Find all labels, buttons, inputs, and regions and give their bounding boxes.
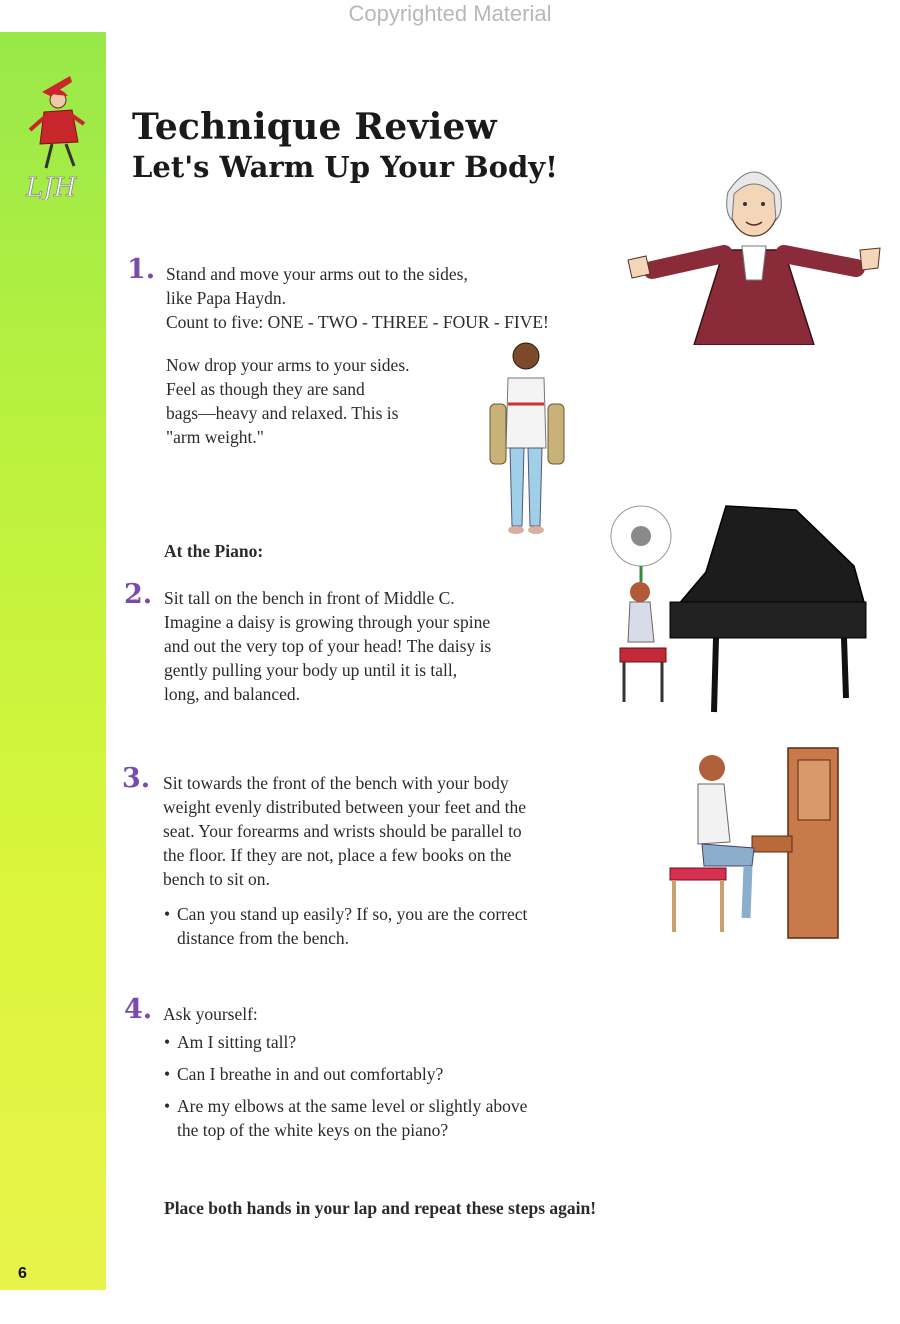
step-2-line: and out the very top of your head! The daisy is (164, 636, 492, 656)
step-3-line: seat. Your forearms and wrists should be parallel to (163, 821, 522, 841)
step-3-line: the floor. If they are not, place a few books on the (163, 845, 512, 865)
step-2-line: Imagine a daisy is growing through your spine (164, 612, 491, 632)
bullet-line: the top of the white keys on the piano? (177, 1120, 449, 1140)
haydn-illustration (624, 150, 884, 345)
step-4-bullet (164, 1030, 296, 1054)
step-3-line: weight evenly distributed between your feet and the (163, 797, 527, 817)
girl-mascot-icon (22, 72, 92, 200)
upright-piano-illustration (668, 746, 842, 942)
step-1-line: Count to five: ONE - TWO - THREE - FOUR - FIVE! (166, 312, 549, 332)
bullet-icon: • (164, 904, 171, 924)
step-1-p2-line: Now drop your arms to your sides. (166, 355, 410, 375)
step-2-number: 2. (124, 579, 153, 610)
step-3-number: 3. (122, 763, 151, 794)
bullet-icon: • (164, 1096, 171, 1116)
page-number: 6 (18, 1265, 27, 1282)
step-2-line: gently pulling your body up until it is tall, (164, 660, 458, 680)
step-3-line: bench to sit on. (163, 869, 270, 889)
step-4-bullet (164, 1062, 443, 1086)
boy-sandbags-illustration (482, 338, 578, 538)
step-1-p2-line: Feel as though they are sand (166, 379, 365, 399)
sidebar-band (0, 32, 106, 1290)
step-1-text (166, 262, 549, 334)
bullet-line: Are my elbows at the same level or slightly above (177, 1096, 528, 1116)
bullet-icon: • (164, 1064, 171, 1084)
step-1-paragraph-2 (166, 353, 410, 449)
step-2-line: Sit tall on the bench in front of Middle C. (164, 588, 455, 608)
step-1-line: Stand and move your arms out to the sides, (166, 264, 468, 284)
step-2-text (164, 586, 491, 706)
page-subtitle: Let's Warm Up Your Body! (132, 150, 558, 184)
step-3-line: Sit towards the front of the bench with your body (163, 773, 509, 793)
step-3-text (163, 771, 526, 891)
step-1-number: 1. (127, 254, 156, 285)
logo-text: LJH (26, 173, 77, 200)
closing-instruction: Place both hands in your lap and repeat these steps again! (164, 1198, 597, 1218)
page-title: Technique Review (132, 106, 497, 148)
bullet-line: distance from the bench. (177, 928, 350, 948)
at-the-piano-heading: At the Piano: (164, 541, 264, 561)
step-4-intro: Ask yourself: (163, 1004, 258, 1024)
bullet-line: Am I sitting tall? (177, 1032, 297, 1052)
bullet-line: Can you stand up easily? If so, you are the correct (177, 904, 528, 924)
step-4-bullet (164, 1094, 527, 1142)
daisy-icon (611, 506, 671, 582)
step-3-bullet (164, 902, 527, 950)
bullet-line: Can I breathe in and out comfortably? (177, 1064, 444, 1084)
step-1-p2-line: bags—heavy and relaxed. This is (166, 403, 399, 423)
step-1-p2-line: "arm weight." (166, 427, 264, 447)
step-4-number: 4. (124, 994, 153, 1025)
grand-piano-illustration (606, 502, 870, 718)
watermark: Copyrighted Material (348, 1, 552, 26)
step-1-line: like Papa Haydn. (166, 288, 287, 308)
bullet-icon: • (164, 1032, 171, 1052)
step-2-line: long, and balanced. (164, 684, 301, 704)
